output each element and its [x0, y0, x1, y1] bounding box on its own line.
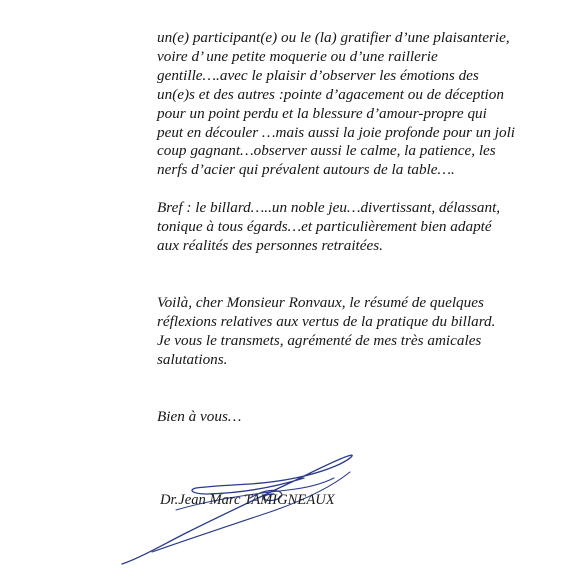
letter-line: coup gagnant…observer aussi le calme, la patience, les: [157, 142, 496, 160]
letter-line: pour un point perdu et la blessure d’amour-propre qui: [157, 104, 487, 122]
letter-line: Voilà, cher Monsieur Ronvaux, le résumé de quelques: [157, 293, 484, 311]
letter-line: Bref : le billard…..un noble jeu…divertissant, délassant,: [157, 199, 501, 217]
paragraph-closing: [157, 294, 557, 370]
sign-off-line: Bien à vous…: [157, 407, 242, 425]
letter-line: réflexions relatives aux vertus de la pratique du billard.: [157, 312, 496, 330]
letter-line: voire d’ une petite moquerie ou d’une raillerie: [157, 47, 438, 65]
letter-line: salutations.: [157, 350, 228, 368]
letter-line: nerfs d’acier qui prévalent autours de la table….: [157, 161, 455, 179]
letter-body: [157, 29, 557, 427]
letter-line: un(e)s et des autres :pointe d’agacement ou de déception: [157, 85, 504, 103]
letter-line: peut en découler …mais aussi la joie profonde pour un joli: [157, 123, 516, 141]
letter-line: aux réalités des personnes retraitées.: [157, 237, 383, 255]
letter-line: gentille….avec le plaisir d’observer les émotions des: [157, 66, 479, 84]
paragraph-summary: [157, 199, 557, 256]
signatory-name: Dr.Jean Marc TAMIGNEAUX: [160, 492, 335, 508]
paragraph-sign-off: [157, 408, 557, 427]
signature-stroke: [122, 455, 352, 564]
letter-line: tonique à tous égards…et particulièrement bien adapté: [157, 218, 492, 236]
letter-line: un(e) participant(e) ou le (la) gratifier d’une plaisanterie,: [157, 29, 510, 46]
letter-line: Je vous le transmets, agrémenté de mes très amicales: [157, 331, 482, 349]
paragraph-emotions: [157, 29, 557, 180]
